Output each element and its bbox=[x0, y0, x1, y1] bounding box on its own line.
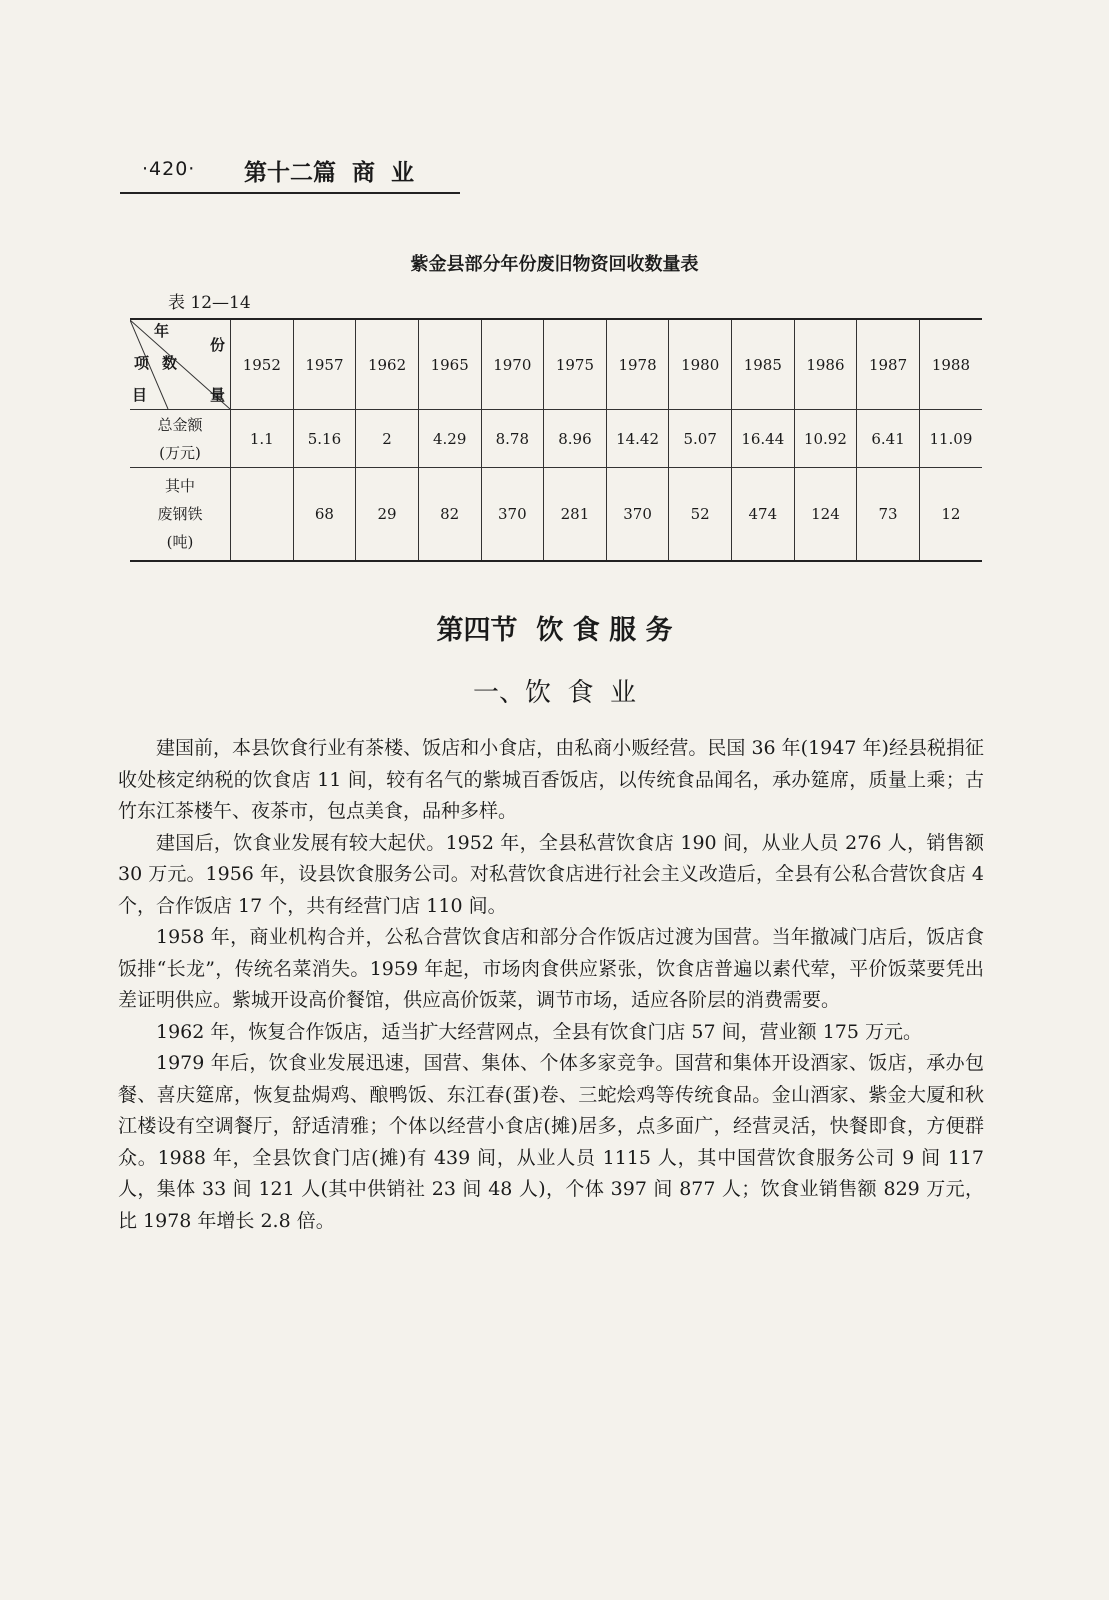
table-row-total-amount bbox=[130, 410, 982, 468]
paragraph: 建国后，饮食业发展有较大起伏。1952 年，全县私营饮食店 190 间，从业人员 276 人，销售额 30 万元。1956 年，设县饮食服务公司。对私营饮食店进行社会主义改造后，全县有公私合营饮食店 4 个，合作饭店 17 个，共有经营门店 110 间。 bbox=[118, 831, 984, 917]
body-text bbox=[118, 733, 984, 1237]
year-header-cell: 1987 bbox=[857, 319, 920, 410]
subsection-title: 一、饮 食 业 bbox=[472, 678, 637, 708]
chapter-title: 第十二篇 商 业 bbox=[244, 160, 415, 186]
table-cell: 281 bbox=[544, 468, 607, 562]
year-header-cell: 1962 bbox=[356, 319, 419, 410]
header-fen-char: 份 bbox=[210, 336, 226, 354]
table-cell: 6.41 bbox=[857, 410, 920, 468]
section-title: 第四节 饮 食 服 务 bbox=[436, 615, 673, 646]
header-year-char: 年 bbox=[154, 322, 170, 340]
row-label-line: (吨) bbox=[166, 533, 194, 551]
table-cell: 124 bbox=[794, 468, 857, 562]
table-cell: 1.1 bbox=[231, 410, 294, 468]
table-header-row bbox=[130, 319, 982, 410]
table-cell: 370 bbox=[606, 468, 669, 562]
year-header-cell: 1952 bbox=[231, 319, 294, 410]
row-label-line: (万元) bbox=[159, 443, 201, 462]
header-number-char: 数 bbox=[162, 354, 178, 372]
row-label-line: 废钢铁 bbox=[157, 505, 203, 523]
table-cell: 370 bbox=[481, 468, 544, 562]
header-item-char: 项 bbox=[134, 354, 150, 372]
table-cell: 68 bbox=[293, 468, 356, 562]
table-cell: 5.16 bbox=[293, 410, 356, 468]
page-header bbox=[120, 152, 460, 194]
table-cell: 14.42 bbox=[606, 410, 669, 468]
page-number: ·420· bbox=[142, 158, 196, 180]
year-header-cell: 1965 bbox=[418, 319, 481, 410]
year-header-cell: 1970 bbox=[481, 319, 544, 410]
paragraph: 建国前，本县饮食行业有茶楼、饭店和小食店，由私商小贩经营。民国 36 年(1947 年)经县税捐征收处核定纳税的饮食店 11 间，较有名气的紫城百香饭店，以传统食品闻名，承办筵席，质量上乘；古竹东江茶楼午、夜茶市，包点美食，品种多样。 bbox=[118, 737, 984, 822]
header-mu-char: 目 bbox=[132, 386, 148, 404]
header-quantity-char: 量 bbox=[210, 386, 226, 404]
year-header-cell: 1980 bbox=[669, 319, 732, 410]
table-cell: 8.78 bbox=[481, 410, 544, 468]
table-cell: 8.96 bbox=[544, 410, 607, 468]
table-cell: 2 bbox=[356, 410, 419, 468]
year-header-cell: 1975 bbox=[544, 319, 607, 410]
table-cell: 52 bbox=[669, 468, 732, 562]
table-cell: 474 bbox=[732, 468, 795, 562]
table-cell: 10.92 bbox=[794, 410, 857, 468]
row-label bbox=[130, 410, 231, 468]
year-header-cell: 1985 bbox=[732, 319, 795, 410]
paragraph: 1962 年，恢复合作饭店，适当扩大经营网点，全县有饮食门店 57 间，营业额 175 万元。 bbox=[156, 1020, 922, 1043]
row-label bbox=[130, 468, 231, 562]
paragraph: 1958 年，商业机构合并，公私合营饮食店和部分合作饭店过渡为国营。当年撤减门店后，饭店食饭排“长龙”，传统名菜消失。1959 年起，市场肉食供应紧张，饮食店普遍以素代荤，平价饭菜要凭出差证明供应。紫城开设高价餐馆，供应高价饭菜，调节市场，适应各阶层的消费需要。 bbox=[118, 926, 984, 1011]
table-cell: 29 bbox=[356, 468, 419, 562]
row-label-line: 其中 bbox=[164, 477, 195, 495]
table-cell: 11.09 bbox=[919, 410, 982, 468]
table-cell bbox=[231, 468, 294, 562]
paragraph: 1979 年后，饮食业发展迅速，国营、集体、个体多家竞争。国营和集体开设酒家、饭店，承办包餐、喜庆筵席，恢复盐焗鸡、酿鸭饭、东江春(蛋)卷、三蛇烩鸡等传统食品。金山酒家、紫金大厦和秋江楼设有空调餐厅，舒适清雅；个体以经营小食店(摊)居多，点多面广，经营灵活，快餐即食，方便群众。1988 年，全县饮食门店(摊)有 439 间，从业人员 1115 人，其中国营饮食服务公司 9 间 117 人，集体 33 间 121 人(其中供销社 23 间 48 人)，个体 397 间 877 人；饮食业销售额 829 万元，比 1978 年增长 2.8 倍。 bbox=[118, 1052, 984, 1232]
year-header-cell: 1957 bbox=[293, 319, 356, 410]
year-header-cell: 1986 bbox=[794, 319, 857, 410]
table-cell: 16.44 bbox=[732, 410, 795, 468]
table-cell: 4.29 bbox=[418, 410, 481, 468]
table-cell: 12 bbox=[919, 468, 982, 562]
table-cell: 5.07 bbox=[669, 410, 732, 468]
table-cell: 82 bbox=[418, 468, 481, 562]
row-label-line: 总金额 bbox=[157, 415, 203, 434]
year-header-cell: 1978 bbox=[606, 319, 669, 410]
table-cell: 73 bbox=[857, 468, 920, 562]
table-number: 表 12—14 bbox=[168, 293, 251, 313]
diagonal-header-cell bbox=[130, 319, 231, 410]
table-title: 紫金县部分年份废旧物资回收数量表 bbox=[410, 254, 699, 275]
recycling-table bbox=[130, 318, 982, 562]
table-row-scrap-steel bbox=[130, 468, 982, 562]
year-header-cell: 1988 bbox=[919, 319, 982, 410]
